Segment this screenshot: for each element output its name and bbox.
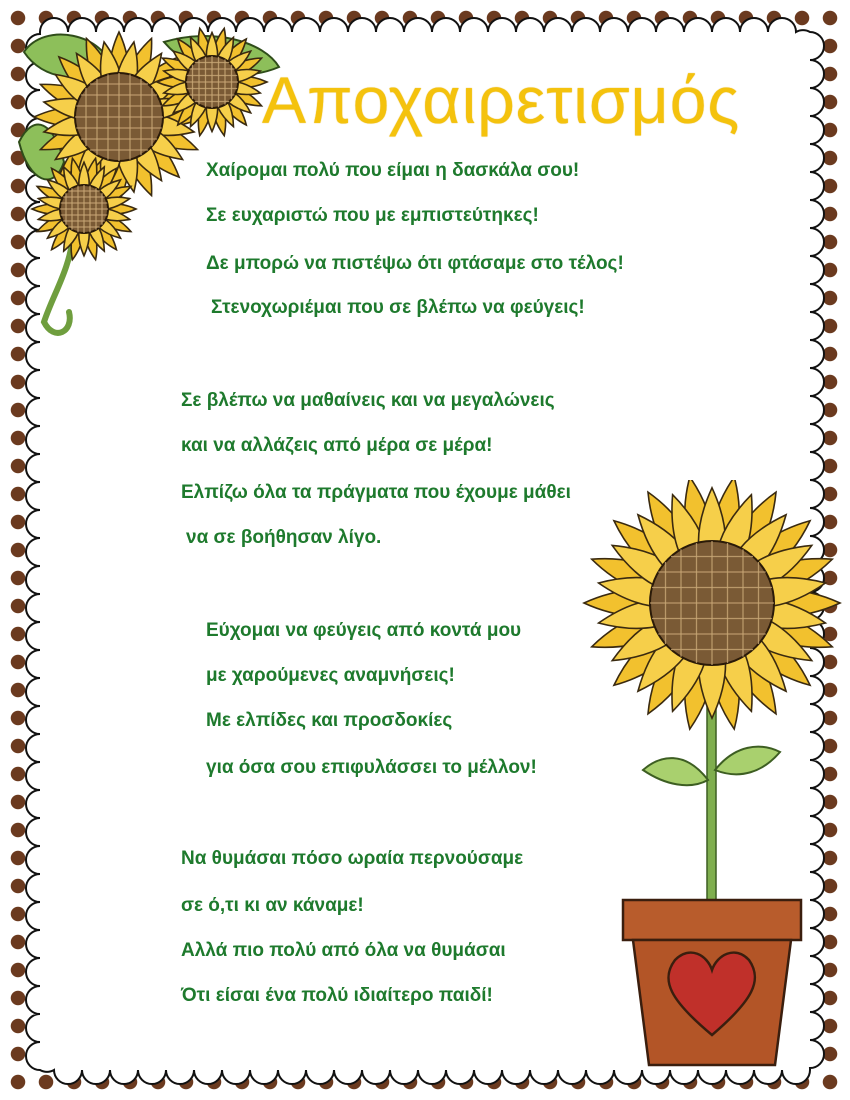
poem-line: Δε μπορώ να πιστέψω ότι φτάσαμε στο τέλος! <box>206 253 624 274</box>
poem-line: και να αλλάζεις από μέρα σε μέρα! <box>181 435 493 456</box>
pot-rim <box>623 900 801 940</box>
petal <box>79 232 90 255</box>
petal <box>206 107 217 131</box>
potted-sunflower-icon <box>575 480 850 1070</box>
poem-line: Αλλά πιο πολύ από όλα να θυμάσαι <box>181 940 506 961</box>
petal <box>698 664 725 719</box>
curly-stem <box>44 232 74 333</box>
poem-line: Να θυμάσαι πόσο ωραία περνούσαμε <box>181 848 524 869</box>
poem-line: Με ελπίδες και προσδοκίες <box>206 710 453 731</box>
poem-line: Σε ευχαριστώ που με εμπιστεύτηκες! <box>206 205 539 226</box>
poem-line: για όσα σου επιφυλάσσει το μέλλον! <box>206 757 537 778</box>
poem-line: Ότι είσαι ένα πολύ ιδιαίτερο παιδί! <box>181 985 493 1006</box>
petal <box>698 488 725 543</box>
poem-line: να σε βοήθησαν λίγο. <box>186 527 382 548</box>
poem-line: Ελπίζω όλα τα πράγματα που έχουμε μάθει <box>181 482 571 503</box>
leaf-right <box>715 747 780 775</box>
poem-line: με χαρούμενες αναμνήσεις! <box>206 665 455 686</box>
poem-line: Στενοχωριέμαι που σε βλέπω να φεύγεις! <box>211 297 585 318</box>
leaf-left <box>643 758 708 785</box>
poem-line: Χαίρομαι πολύ που είμαι η δασκάλα σου! <box>206 160 580 181</box>
poem-line: σε ό,τι κι αν κάναμε! <box>181 895 364 916</box>
poem-line: Εύχομαι να φεύγεις από κοντά μου <box>206 620 522 641</box>
poem-line: Σε βλέπω να μαθαίνεις και να μεγαλώνεις <box>181 390 555 411</box>
page-title: Αποχαιρετισμός <box>262 63 741 137</box>
